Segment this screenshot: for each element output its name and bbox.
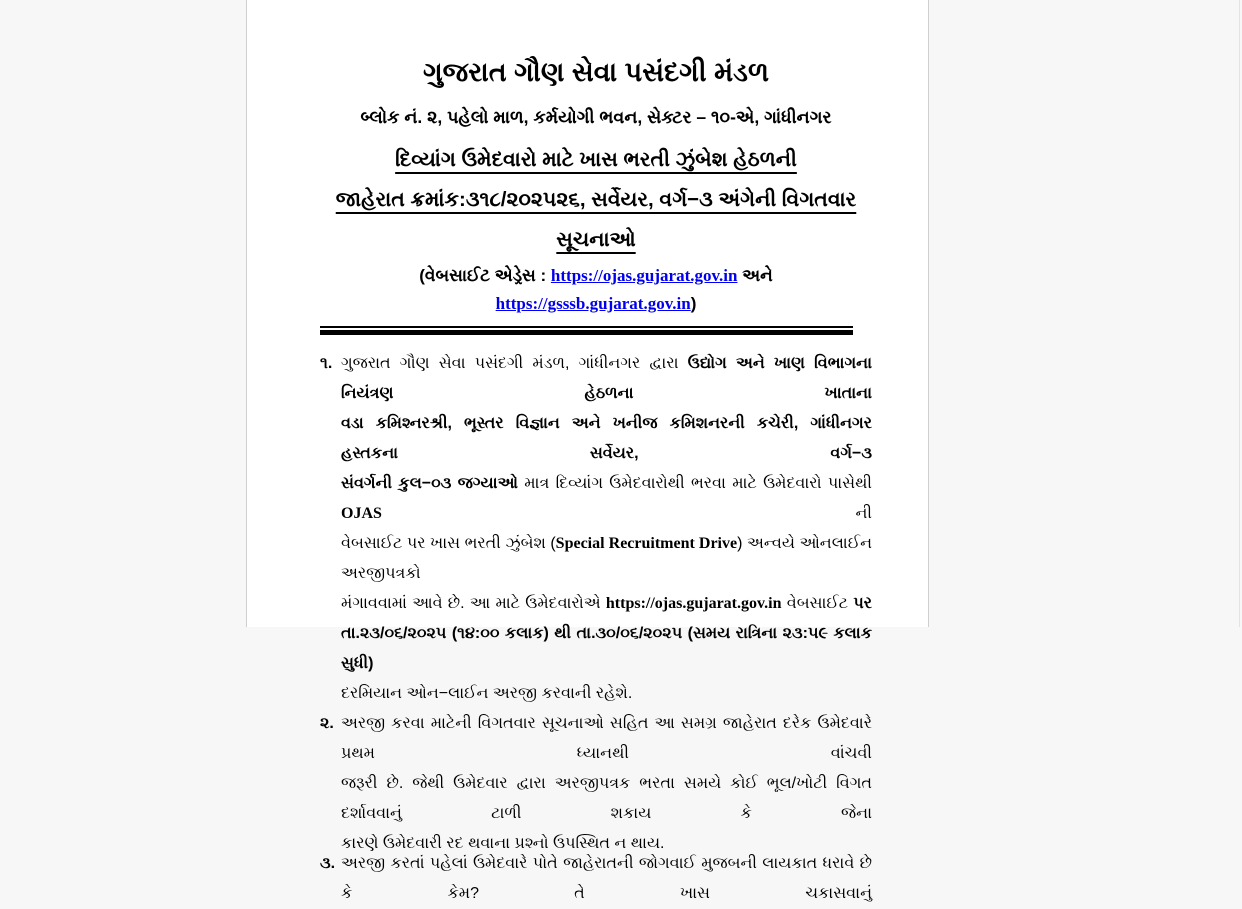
- text-line: [341, 349, 872, 409]
- paragraph-number: ૨.: [320, 715, 334, 732]
- double-rule-divider: [320, 326, 853, 335]
- text-segment: વેબસાઈટ પર ખાસ ભરતી ઝુંબેશ (: [341, 535, 556, 552]
- text-segment: ની: [381, 505, 872, 522]
- document-page: [246, 0, 929, 902]
- paragraph-lines: [341, 849, 872, 909]
- paragraph-number: ૩.: [320, 855, 336, 872]
- ojas-website-link[interactable]: https://ojas.gujarat.gov.in: [550, 266, 738, 285]
- website-address-line: [320, 262, 872, 318]
- text-line: [341, 709, 872, 769]
- text-segment: ) અન્વયે ઓનલાઈન અરજીપત્રકો: [341, 535, 873, 582]
- website-prefix: (વેબસાઈટ એડ્રેસ :: [419, 266, 551, 285]
- text-segment: વડા કમિશ્નરશ્રી, ભૂસ્તર વિજ્ઞાન અને ખનીજ કમિશનરની કચેરી, ગાંધીનગર હસ્તકના સર્વેયર, વર્ગ−૩: [341, 415, 872, 462]
- scrollbar-track[interactable]: [1239, 0, 1240, 627]
- text-segment: https://ojas.gujarat.gov.in: [605, 595, 782, 612]
- text-segment: અરજી કરવા માટેની વિગતવાર સૂચનાઓ સહિત આ સમગ્ર જાહેરાત દરેક ઉમેદવારે પ્રથમ ધ્યાનથી વાંચવી: [341, 715, 872, 762]
- paragraph-number: ૧.: [320, 355, 333, 372]
- text-segment: માત્ર દિવ્યાંગ ઉમેદવારોથી ભરવા માટે ઉમેદવારો પાસેથી: [517, 475, 872, 492]
- text-line: [341, 679, 872, 709]
- page-title: ગુજરાત ગૌણ સેવા પસંદગી મંડળ: [422, 57, 770, 87]
- text-line: [341, 589, 872, 619]
- heading-advertisement-number: જાહેરાત ક્રમાંક:૩૧૮/૨૦૨૫૨૬, સર્વેયર, વર્ગ−૩ અંગેની વિગતવાર: [335, 188, 857, 211]
- paragraph-lines: [341, 709, 872, 859]
- text-segment: વેબસાઈટ: [781, 595, 854, 612]
- text-segment: પર: [853, 595, 872, 612]
- website-conjunction: અને: [737, 266, 773, 285]
- text-segment: જરૂરી છે. જેથી ઉમેદવાર દ્વારા અરજીપત્રક ભરતા સમયે કોઈ ભૂલ/ખોટી વિગત દર્શાવવાનું ટાળી શકાય કે જેના: [341, 775, 872, 822]
- gsssb-website-link[interactable]: https://gsssb.gujarat.gov.in: [495, 294, 691, 313]
- text-segment: દરમિયાન ઓન−લાઈન અરજી કરવાની રહેશે.: [341, 685, 633, 702]
- website-suffix: ): [690, 294, 697, 313]
- text-segment: તા.૨૩/૦૬/૨૦૨૫ (૧૪:૦૦ કલાક) થી તા.૩૦/૦૬/૨૦૨૫ (સમય રાત્રિના ૨૩:૫૯ કલાક સુધી): [341, 625, 872, 672]
- text-line: [341, 529, 872, 589]
- text-segment: ઉદ્યોગ અને ખાણ વિભાગના નિયંત્રણ હેઠળના ખાતાના: [341, 355, 872, 402]
- text-segment: ગુજરાત ગૌણ સેવા પસંદગી મંડળ, ગાંધીનગર દ્વારા: [341, 355, 688, 372]
- text-line: [341, 469, 872, 529]
- paragraph-list: [320, 349, 872, 909]
- text-line: [341, 619, 872, 679]
- text-segment: કારણે ઉમેદવારી રદ થવાના પ્રશ્નો ઉપસ્થિત ન થાય.: [341, 835, 665, 852]
- address-line: બ્લોક નં. ૨, પહેલો માળ, કર્મયોગી ભવન, સેક્ટર – ૧૦-એ, ગાંધીનગર: [360, 107, 832, 127]
- paragraph: [320, 849, 872, 909]
- text-segment: OJAS: [341, 505, 382, 522]
- text-segment: મંગાવવામાં આવે છે. આ માટે ઉમેદવારોએ: [341, 595, 606, 612]
- text-segment: સંવર્ગની કુલ−૦૩ જગ્યાઓ: [341, 475, 518, 492]
- text-segment: અરજી કરતાં પહેલાં ઉમેદવારે પોતે જાહેરાતની જોગવાઈ મુજબની લાયકાત ધરાવે છે કે કેમ? તે ખાસ ચકાસવાનું: [341, 855, 872, 902]
- paragraph: [320, 709, 872, 859]
- heading-instructions: સૂચનાઓ: [556, 228, 636, 251]
- heading-special-drive: દિવ્યાંગ ઉમેદવારો માટે ખાસ ભરતી ઝુંબેશ હેઠળની: [395, 148, 797, 171]
- text-line: [341, 849, 872, 909]
- text-line: [341, 409, 872, 469]
- paragraph-lines: [341, 349, 872, 709]
- text-line: [341, 769, 872, 829]
- text-segment: Special Recruitment Drive: [555, 535, 738, 552]
- paragraph: [320, 349, 872, 709]
